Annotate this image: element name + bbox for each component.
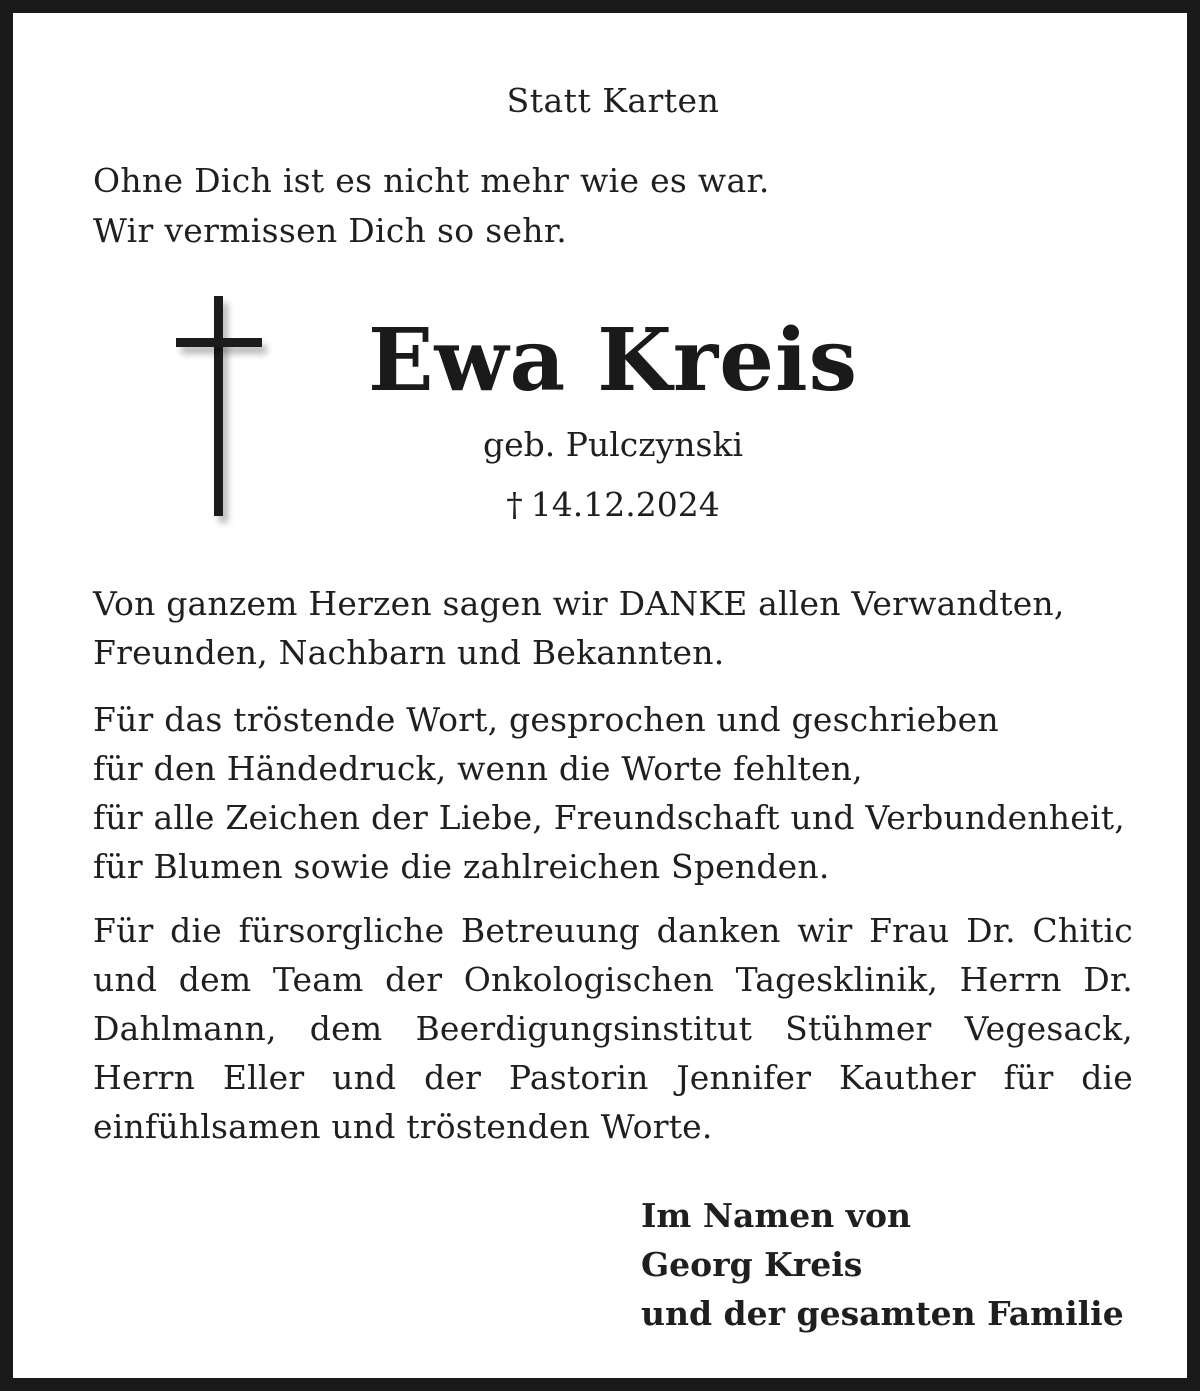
text-line: für Blumen sowie die zahlreichen Spenden. bbox=[93, 847, 830, 886]
thanks-paragraph-3: Für die fürsorgliche Betreuung danken wir Frau Dr. Chitic und dem Team der Onkologischen Tagesklinik, Herrn Dr. Dahlmann, dem Beerdigungsinstitut Stühmer Vegesack, Herrn Eller und der Pastorin Jennifer Kauther für die einfühlsamen und tröstenden Worte. bbox=[93, 911, 1133, 1146]
signature-line: und der gesamten Familie bbox=[641, 1294, 1124, 1333]
signature-line: Georg Kreis bbox=[641, 1245, 863, 1284]
signature-line: Im Namen von bbox=[641, 1196, 911, 1235]
text-line: für den Händedruck, wenn die Worte fehlten, bbox=[93, 749, 863, 788]
motto-line: Wir vermissen Dich so sehr. bbox=[93, 211, 568, 250]
death-date bbox=[13, 481, 1200, 529]
statt-karten-heading: Statt Karten bbox=[506, 81, 720, 120]
motto bbox=[93, 156, 770, 256]
birth-name: geb. Pulczynski bbox=[482, 425, 744, 464]
motto-line: Ohne Dich ist es nicht mehr wie es war. bbox=[93, 161, 770, 200]
text-line: Freunden, Nachbarn und Bekannten. bbox=[93, 633, 725, 672]
text-line: Für das tröstende Wort, gesprochen und geschrieben bbox=[93, 700, 999, 739]
text-line: Von ganzem Herzen sagen wir DANKE allen Verwandten, bbox=[93, 584, 1065, 623]
signature bbox=[641, 1191, 1124, 1338]
death-date-value: 14.12.2024 bbox=[530, 485, 720, 524]
thanks-paragraph-2 bbox=[93, 695, 1133, 891]
thanks-paragraph-1 bbox=[93, 579, 1133, 677]
text-line: für alle Zeichen der Liebe, Freundschaft und Verbundenheit, bbox=[93, 798, 1125, 837]
dagger-icon: † bbox=[506, 485, 523, 524]
deceased-name: Ewa Kreis bbox=[367, 310, 859, 411]
